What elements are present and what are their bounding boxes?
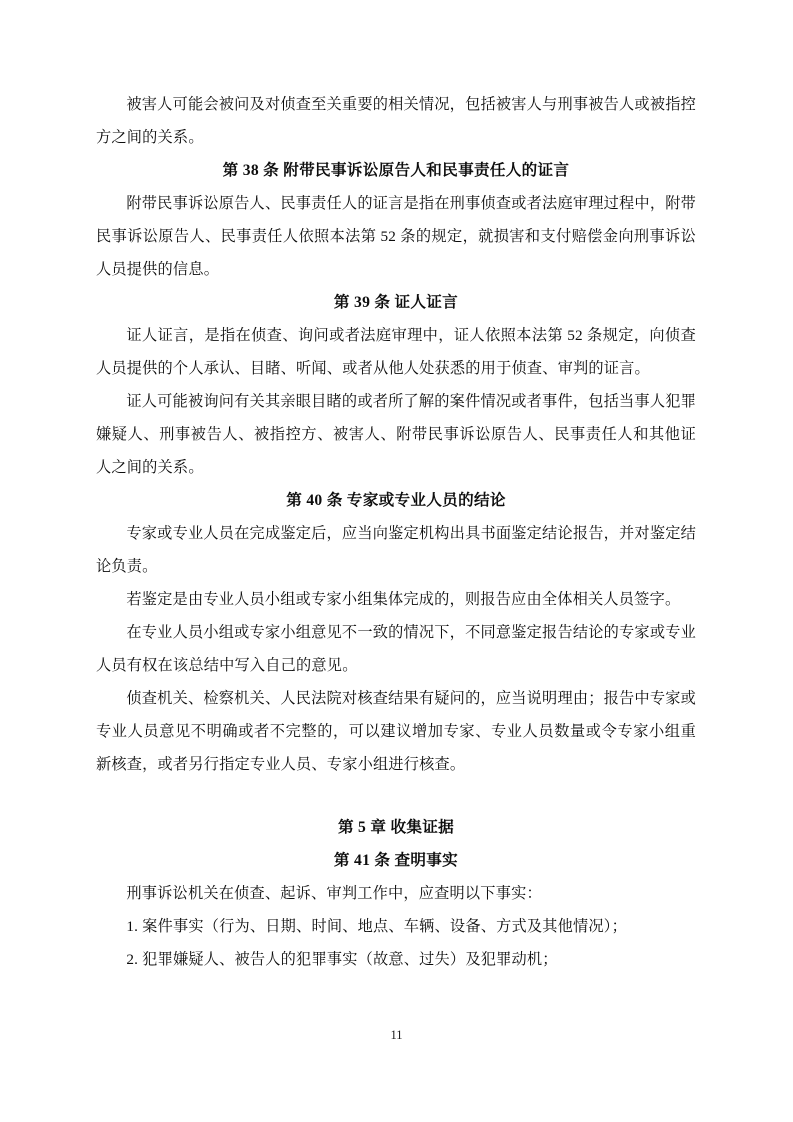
section-spacer — [96, 781, 696, 811]
body-paragraph: 附带民事诉讼原告人、民事责任人的证言是指在刑事侦查或者法庭审理过程中，附带民事诉讼原告人、民事责任人依照本法第 52 条的规定，就损害和支付赔偿金向刑事诉讼人员提供的信息。 — [96, 195, 696, 278]
body-paragraph: 在专业人员小组或专家小组意见不一致的情况下，不同意鉴定报告结论的专家或专业人员有权在该总结中写入自己的意见。 — [96, 624, 696, 674]
article-heading: 第 40 条 专家或专业人员的结论 — [286, 492, 506, 509]
page-content — [96, 88, 696, 976]
body-paragraph: 侦查机关、检察机关、人民法院对核查结果有疑问的，应当说明理由；报告中专家或专业人员意见不明确或者不完整的，可以建议增加专家、专业人员数量或令专家小组重新核查，或者另行指定专业人员、专家小组进行核查。 — [96, 690, 696, 773]
body-paragraph: 专家或专业人员在完成鉴定后，应当向鉴定机构出具书面鉴定结论报告，并对鉴定结论负责。 — [96, 525, 696, 575]
article-heading: 第 5 章 收集证据 — [337, 819, 455, 836]
page-number: 11 — [390, 1028, 403, 1042]
body-paragraph: 证人可能被询问有关其亲眼目睹的或者所了解的案件情况或者事件，包括当事人犯罪嫌疑人、刑事被告人、被指控方、被害人、附带民事诉讼原告人、民事责任人和其他证人之间的关系。 — [96, 393, 696, 476]
article-heading: 第 39 条 证人证言 — [333, 294, 459, 311]
article-heading: 第 41 条 查明事实 — [333, 852, 459, 869]
body-paragraph: 1. 案件事实（行为、日期、时间、地点、车辆、设备、方式及其他情况）； — [126, 918, 627, 935]
body-paragraph: 被害人可能会被问及对侦查至关重要的相关情况，包括被害人与刑事被告人或被指控方之间的关系。 — [96, 96, 696, 146]
body-paragraph: 证人证言，是指在侦查、询问或者法庭审理中，证人依照本法第 52 条规定，向侦查人员提供的个人承认、目睹、听闻、或者从他人处获悉的用于侦查、审判的证言。 — [96, 327, 696, 377]
body-paragraph: 刑事诉讼机关在侦查、起诉、审判工作中，应查明以下事实： — [126, 885, 542, 902]
article-heading: 第 38 条 附带民事诉讼原告人和民事责任人的证言 — [222, 162, 570, 179]
body-paragraph: 若鉴定是由专业人员小组或专家小组集体完成的，则报告应由全体相关人员签字。 — [126, 591, 681, 608]
body-paragraph: 2. 犯罪嫌疑人、被告人的犯罪事实（故意、过失）及犯罪动机； — [126, 951, 558, 968]
